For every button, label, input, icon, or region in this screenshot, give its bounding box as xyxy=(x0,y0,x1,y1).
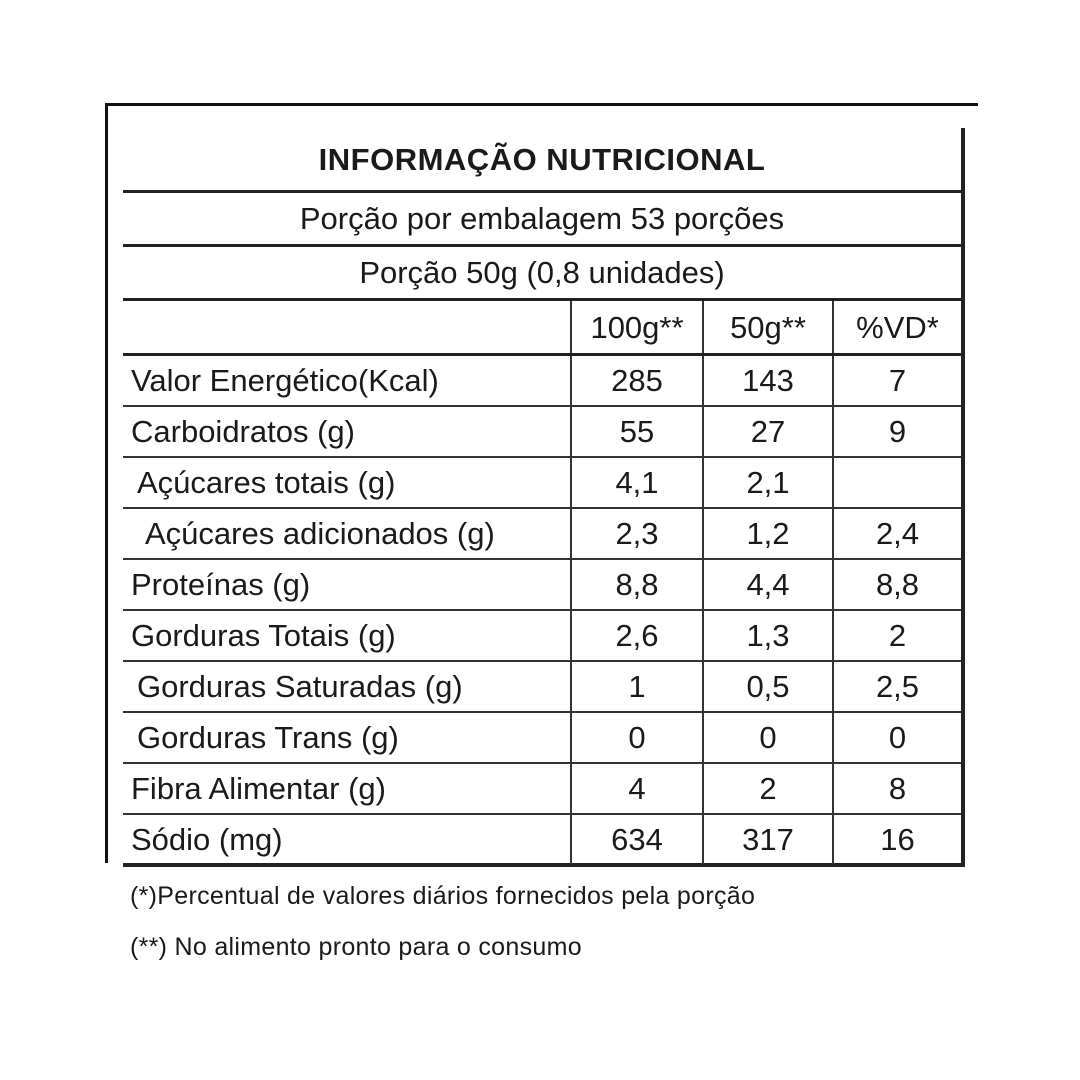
column-header-row xyxy=(123,300,961,355)
nutrient-name: Gorduras Saturadas (g) xyxy=(123,661,571,712)
footnote-ready-to-eat: (**) No alimento pronto para o consumo xyxy=(130,933,582,961)
table-row xyxy=(123,355,961,407)
table-row xyxy=(123,457,961,508)
portions-per-package-row xyxy=(123,192,961,246)
portions-per-package: Porção por embalagem 53 porções xyxy=(123,192,961,246)
value-vd: 9 xyxy=(833,406,961,457)
value-100g: 285 xyxy=(571,355,703,407)
top-rule xyxy=(108,103,978,106)
value-vd: 8 xyxy=(833,763,961,814)
value-vd: 7 xyxy=(833,355,961,407)
value-50g: 2,1 xyxy=(703,457,833,508)
nutrient-name: Gorduras Trans (g) xyxy=(123,712,571,763)
portion-size: Porção 50g (0,8 unidades) xyxy=(123,246,961,300)
table-row xyxy=(123,508,961,559)
value-100g: 2,6 xyxy=(571,610,703,661)
value-vd: 0 xyxy=(833,712,961,763)
nutrition-table xyxy=(123,128,961,864)
table-row xyxy=(123,610,961,661)
table-row xyxy=(123,814,961,864)
value-50g: 27 xyxy=(703,406,833,457)
value-100g: 2,3 xyxy=(571,508,703,559)
value-100g: 8,8 xyxy=(571,559,703,610)
value-50g: 2 xyxy=(703,763,833,814)
value-vd xyxy=(833,457,961,508)
value-50g: 1,2 xyxy=(703,508,833,559)
value-50g: 0 xyxy=(703,712,833,763)
value-vd: 16 xyxy=(833,814,961,864)
table-title: INFORMAÇÃO NUTRICIONAL xyxy=(123,128,961,192)
nutrient-name: Fibra Alimentar (g) xyxy=(123,763,571,814)
value-100g: 1 xyxy=(571,661,703,712)
value-100g: 55 xyxy=(571,406,703,457)
table-row xyxy=(123,712,961,763)
value-100g: 4 xyxy=(571,763,703,814)
column-header-vd: %VD* xyxy=(833,300,961,355)
nutrient-name: Carboidratos (g) xyxy=(123,406,571,457)
nutrient-name: Açúcares totais (g) xyxy=(123,457,571,508)
nutrient-name: Proteínas (g) xyxy=(123,559,571,610)
column-header-50g: 50g** xyxy=(703,300,833,355)
value-vd: 8,8 xyxy=(833,559,961,610)
portion-size-row xyxy=(123,246,961,300)
table-row xyxy=(123,763,961,814)
value-50g: 317 xyxy=(703,814,833,864)
nutrition-facts-panel xyxy=(123,128,965,867)
value-50g: 1,3 xyxy=(703,610,833,661)
value-50g: 0,5 xyxy=(703,661,833,712)
footnote-daily-values: (*)Percentual de valores diários fornecidos pela porção xyxy=(130,882,756,910)
value-50g: 4,4 xyxy=(703,559,833,610)
nutrient-name: Valor Energético(Kcal) xyxy=(123,355,571,407)
value-100g: 634 xyxy=(571,814,703,864)
value-50g: 143 xyxy=(703,355,833,407)
nutrient-name: Açúcares adicionados (g) xyxy=(123,508,571,559)
header-blank-cell xyxy=(123,300,571,355)
value-100g: 4,1 xyxy=(571,457,703,508)
value-vd: 2,5 xyxy=(833,661,961,712)
nutrient-name: Gorduras Totais (g) xyxy=(123,610,571,661)
value-vd: 2,4 xyxy=(833,508,961,559)
nutrient-name: Sódio (mg) xyxy=(131,822,283,857)
title-row xyxy=(123,128,961,192)
table-row xyxy=(123,661,961,712)
table-row xyxy=(123,406,961,457)
table-row xyxy=(123,559,961,610)
left-rule xyxy=(105,103,108,863)
value-vd: 2 xyxy=(833,610,961,661)
column-header-100g: 100g** xyxy=(571,300,703,355)
value-100g: 0 xyxy=(571,712,703,763)
